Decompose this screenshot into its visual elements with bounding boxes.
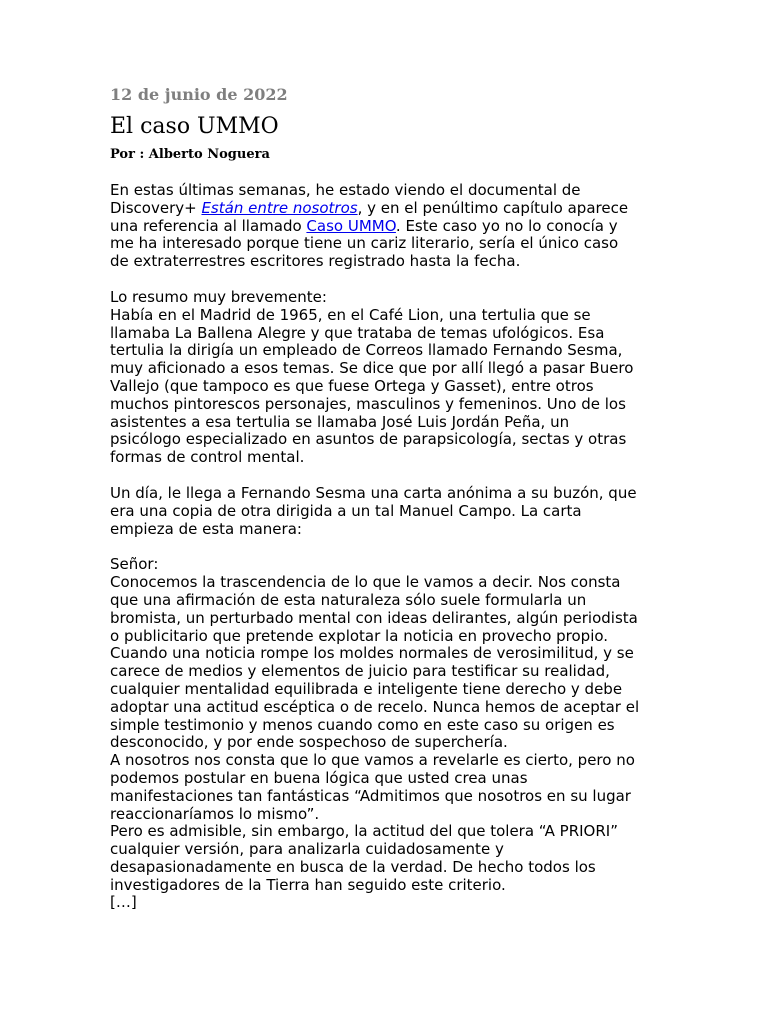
text-line: bromista, un perturbado mental con ideas delirantes, algún periodista	[110, 608, 638, 627]
text-line: A nosotros nos consta que lo que vamos a revelarle es cierto, pero no	[110, 751, 635, 770]
text-line: llamaba La Ballena Alegre y que trataba de temas ufológicos. Esa	[110, 323, 605, 342]
text-line: psicólogo especializado en asuntos de parapsicología, sectas y otras	[110, 430, 627, 449]
article-date: 12 de junio de 2022	[110, 85, 288, 104]
text-line: asistentes a esa tertulia se llamaba José Luis Jordán Peña, un	[110, 412, 570, 431]
text-line: adoptar una actitud escéptica o de recelo. Nunca hemos de aceptar el	[110, 697, 640, 716]
text-line: manifestaciones tan fantásticas “Admitimos que nosotros en su lugar	[110, 786, 631, 805]
text-line	[110, 200, 670, 218]
paragraph-summary	[110, 289, 670, 467]
article-body	[110, 182, 670, 912]
text-line: Pero es admisible, sin embargo, la actitud del que tolera “A PRIORI”	[110, 822, 618, 841]
text-span: Discovery+	[110, 198, 202, 217]
text-line: Conocemos la trascendencia de lo que le vamos a decir. Nos consta	[110, 573, 621, 592]
text-line: simple testimonio y menos cuando como en este caso su origen es	[110, 715, 615, 734]
text-line: investigadores de la Tierra han seguido este criterio.	[110, 875, 506, 894]
text-line: reaccionaríamos lo mismo”.	[110, 804, 320, 823]
text-line: En estas últimas semanas, he estado viendo el documental de	[110, 181, 581, 199]
paragraph-intro	[110, 182, 670, 271]
paragraph-letter-quote	[110, 556, 670, 912]
text-line: desconocido, y por ende sospechoso de superchería.	[110, 733, 508, 752]
text-span: , y en el penúltimo capítulo aparece	[357, 198, 629, 217]
paragraph-letter-intro	[110, 485, 670, 538]
text-line: muy aficionado a esos temas. Se dice que por allí llegó a pasar Buero	[110, 359, 634, 378]
text-line: era una copia de otra dirigida a un tal Manuel Campo. La carta	[110, 501, 582, 520]
text-line: de extraterrestres escritores registrado hasta la fecha.	[110, 252, 521, 271]
text-line: Un día, le llega a Fernando Sesma una carta anónima a su buzón, que	[110, 483, 637, 502]
text-line: que una afirmación de esta naturaleza sólo suele formularla un	[110, 590, 587, 609]
text-line: o publicitario que pretende explotar la noticia en provecho propio.	[110, 626, 609, 645]
text-line: podemos postular en buena lógica que usted crea unas	[110, 768, 528, 787]
text-line: carece de medios y elementos de juicio para testificar su realidad,	[110, 662, 610, 681]
text-line: Vallejo (que tampoco es que fuese Ortega y Gasset), entre otros	[110, 376, 594, 395]
text-line: empieza de esta manera:	[110, 519, 302, 538]
article-title: El caso UMMO	[110, 114, 279, 139]
text-line: Lo resumo muy brevemente:	[110, 287, 327, 306]
text-line: Cuando una noticia rompe los moldes normales de verosimilitud, y se	[110, 644, 634, 663]
text-line: […]	[110, 893, 137, 912]
text-line: me ha interesado porque tiene un cariz literario, sería el único caso	[110, 234, 619, 253]
article	[110, 84, 670, 912]
text-line: desapasionadamente en busca de la verdad. De hecho todos los	[110, 857, 596, 876]
article-byline: Por : Alberto Noguera	[110, 147, 270, 162]
text-line: muchos pintorescos personajes, masculinos y femeninos. Uno de los	[110, 394, 626, 413]
text-line: cualquier mentalidad equilibrada e inteligente tiene derecho y debe	[110, 679, 623, 698]
text-line: formas de control mental.	[110, 448, 305, 467]
text-line: cualquier versión, para analizarla cuidadosamente y	[110, 840, 504, 859]
text-line: Había en el Madrid de 1965, en el Café Lion, una tertulia que se	[110, 305, 591, 324]
text-line: tertulia la dirigía un empleado de Correos llamado Fernando Sesma,	[110, 341, 623, 360]
text-span: una referencia al llamado	[110, 216, 307, 235]
link-caso-ummo[interactable]: Caso UMMO	[306, 216, 396, 235]
text-line: Señor:	[110, 555, 159, 574]
link-estan-entre-nosotros[interactable]: Están entre nosotros	[201, 198, 358, 217]
text-line	[110, 218, 670, 236]
text-span: . Este caso yo no lo conocía y	[395, 216, 618, 235]
